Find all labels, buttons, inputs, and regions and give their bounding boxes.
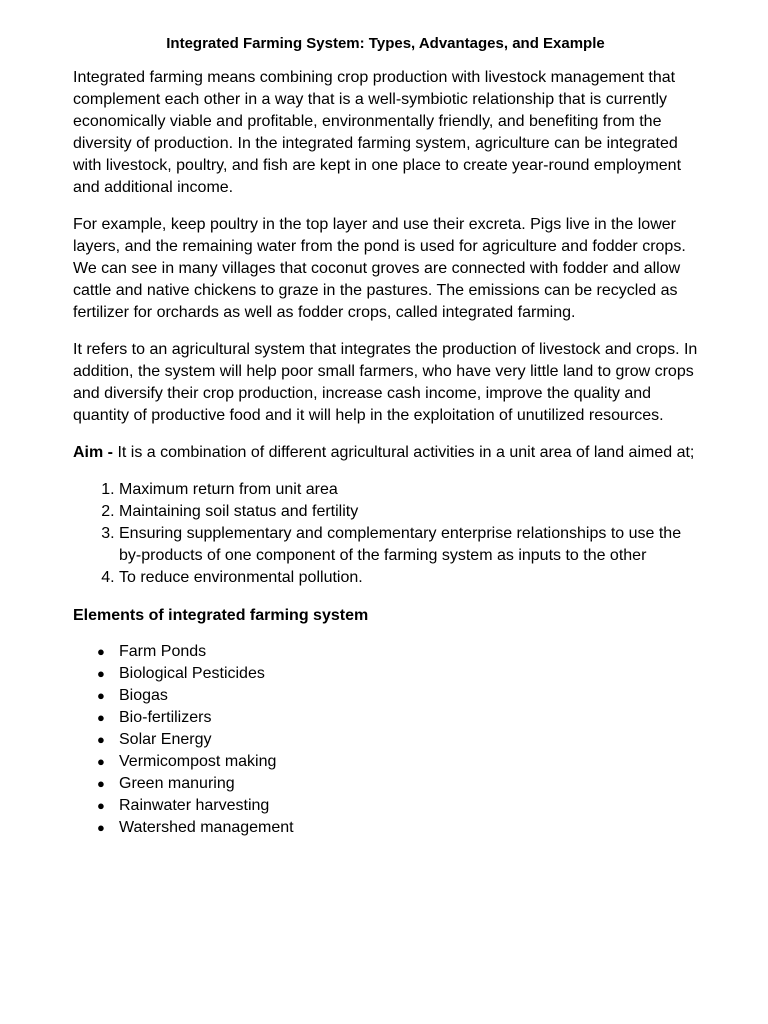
list-item-text: Bio-fertilizers [119, 709, 212, 726]
bullet-icon: ● [97, 776, 105, 791]
aim-label: Aim - [73, 444, 113, 461]
list-item: 2. Maintaining soil status and fertility [119, 501, 698, 523]
list-item [97, 729, 698, 751]
list-item-text: Biological Pesticides [119, 665, 265, 682]
list-item-text: Solar Energy [119, 731, 212, 748]
paragraph-intro: Integrated farming means combining crop production with livestock management that complement each other in a way that is a well-symbiotic relationship that is currently economically viable and profitable, environmentally friendly, and benefiting from the diversity of production. In the integrated farming system, agriculture can be integrated with livestock, poultry, and fish are kept in one place to create year-round employment and additional income. [73, 69, 682, 196]
elements-heading: Elements of integrated farming system [73, 607, 369, 624]
elements-list [73, 641, 698, 839]
bullet-icon: ● [97, 688, 105, 703]
list-item: 4. To reduce environmental pollution. [119, 567, 698, 589]
list-item [97, 685, 698, 707]
list-item: 3. Ensuring supplementary and complementary enterprise relationships to use the by-products of one component of the farming system as inputs to the other [119, 523, 698, 567]
list-item-text: Farm Ponds [119, 643, 207, 660]
bullet-icon: ● [97, 666, 105, 681]
bullet-icon: ● [97, 710, 105, 725]
bullet-icon: ● [97, 754, 105, 769]
list-item [97, 795, 698, 817]
document-title: Integrated Farming System: Types, Advantages, and Example [166, 35, 605, 52]
list-item [97, 641, 698, 663]
list-item [97, 663, 698, 685]
bullet-icon: ● [97, 644, 105, 659]
list-item [97, 773, 698, 795]
bullet-icon: ● [97, 732, 105, 747]
aim-text: It is a combination of different agricultural activities in a unit area of land aimed at; [113, 444, 695, 461]
paragraph-definition: It refers to an agricultural system that integrates the production of livestock and crops. In addition, the system will help poor small farmers, who have very little land to grow crops and diversify their crop production, increase cash income, improve the quality and quantity of productive food and it will help in the exploitation of unutilized resources. [73, 341, 698, 424]
list-item: 1. Maximum return from unit area [119, 479, 698, 501]
aim-paragraph [73, 442, 698, 464]
list-item-text: Biogas [119, 687, 168, 704]
list-item-text: Vermicompost making [119, 753, 277, 770]
list-item-text: Rainwater harvesting [119, 797, 270, 814]
list-item [97, 817, 698, 839]
list-item [97, 751, 698, 773]
bullet-icon: ● [97, 820, 105, 835]
bullet-icon: ● [97, 798, 105, 813]
list-item-text: Watershed management [119, 819, 294, 836]
list-item-text: Green manuring [119, 775, 235, 792]
paragraph-example: For example, keep poultry in the top layer and use their excreta. Pigs live in the lower layers, and the remaining water from the pond is used for agriculture and fodder crops. We can see in many villages that coconut groves are connected with fodder and allow cattle and native chickens to graze in the pastures. The emissions can be recycled as fertilizer for orchards as well as fodder crops, called integrated farming. [73, 216, 686, 321]
aim-list [73, 479, 698, 589]
list-item [97, 707, 698, 729]
